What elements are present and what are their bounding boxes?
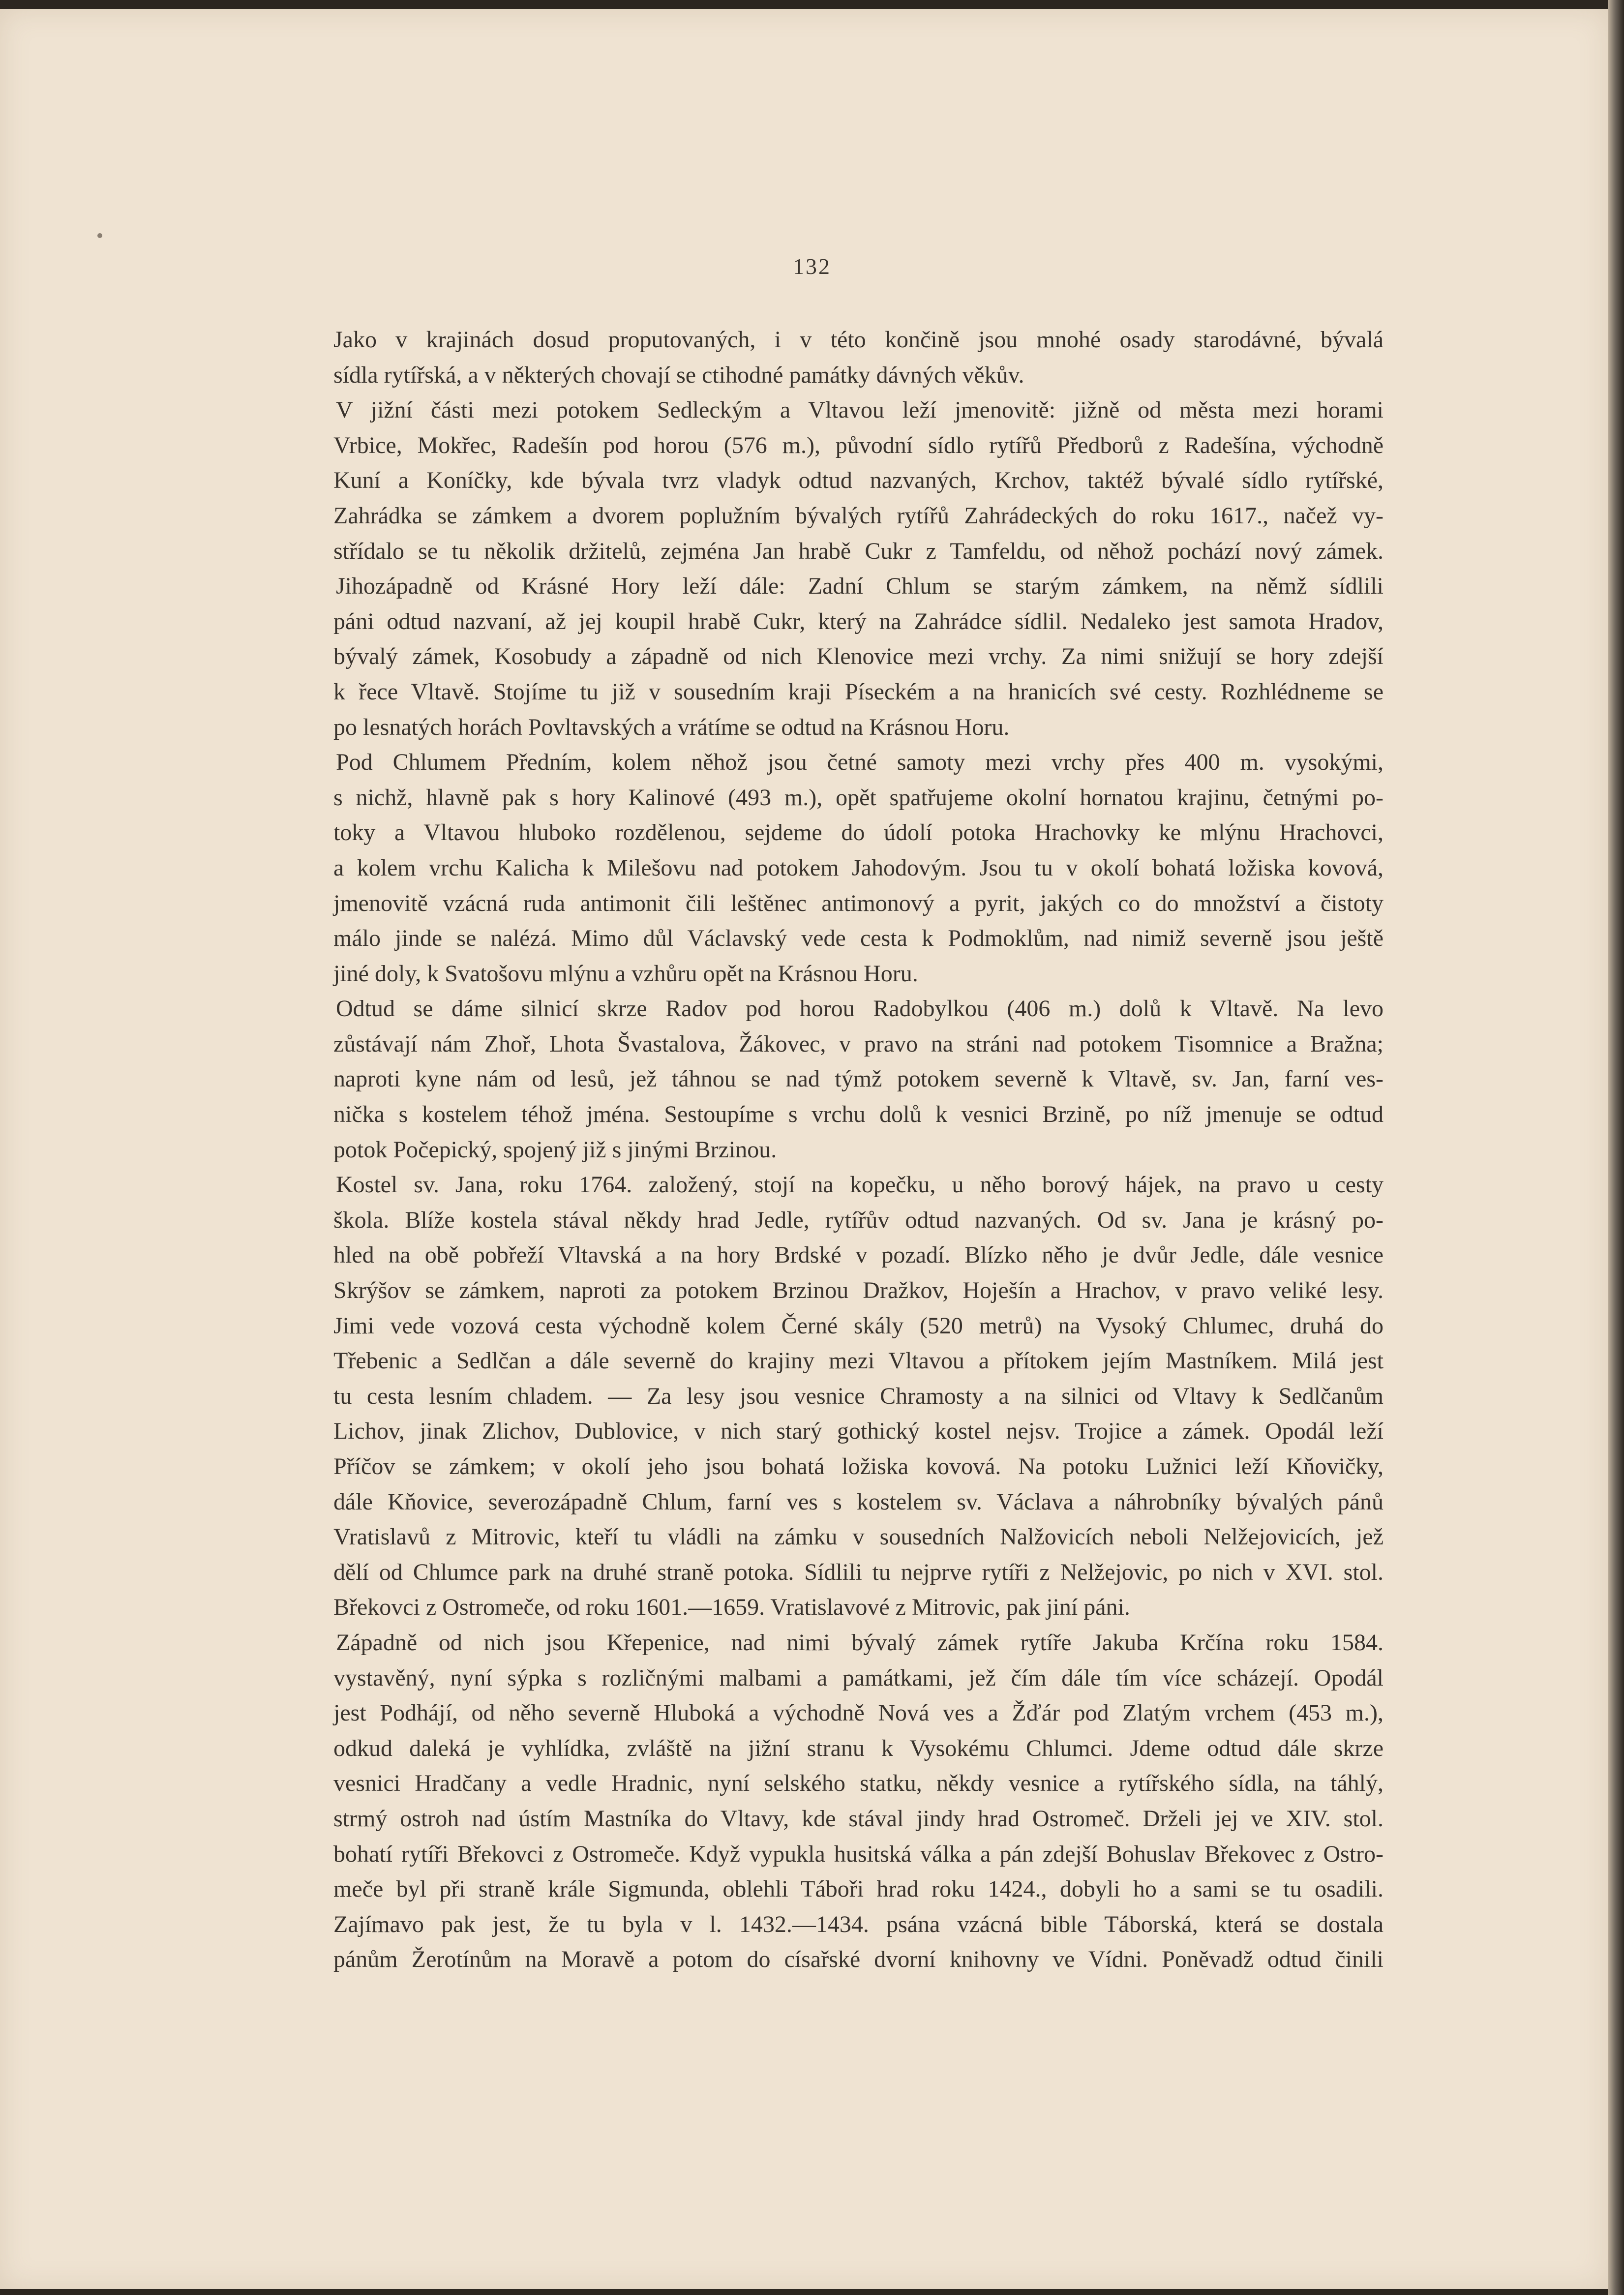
text-line: tu cesta lesním chladem. — Za lesy jsou vesnice Chramosty a na silnici od Vltavy k Sedlčanům — [333, 1383, 1383, 1409]
text-line: strmý ostroh nad ústím Mastníka do Vltavy, kde stával jindy hrad Ostromeč. Drželi jej ve XIV. stol. — [333, 1805, 1383, 1832]
text-line: málo jinde se nalézá. Mimo důl Václavský vede cesta k Podmoklům, nad nimiž severně jsou ještě — [333, 925, 1383, 952]
text-line: Vrbice, Mokřec, Radešín pod horou (576 m.), původní sídlo rytířů Předborů z Radešína, východně — [333, 432, 1383, 458]
text-line: Břekovci z Ostromeče, od roku 1601.—1659. Vratislavové z Mitrovic, pak jiní páni. — [333, 1594, 1130, 1621]
text-line: Vratislavů z Mitrovic, kteří tu vládli na zámku v sousedních Nalžovicích neboli Nelžejovicích, jež — [333, 1524, 1383, 1550]
text-line: Příčov se zámkem; v okolí jeho jsou bohatá ložiska kovová. Na potoku Lužnici leží Kňovičky, — [333, 1453, 1383, 1480]
text-line: potok Počepický, spojený již s jinými Brzinou. — [333, 1136, 777, 1163]
text-line: po lesnatých horách Povltavských a vrátíme se odtud na Krásnou Horu. — [333, 714, 1010, 740]
text-line: vystavěný, nyní sýpka s rozličnými malbami a památkami, jež čím dále tím více scházejí. Opodál — [333, 1664, 1383, 1691]
text-line: toky a Vltavou hluboko rozdělenou, sejdeme do údolí potoka Hrachovky ke mlýnu Hrachovci, — [333, 819, 1383, 846]
page-number: 132 — [793, 254, 831, 279]
text-line: jest Podhájí, od něho severně Hluboká a východně Nová ves a Žďár pod Zlatým vrchem (453 m.), — [333, 1700, 1383, 1726]
text-line: V jižní části mezi potokem Sedleckým a Vltavou leží jmenovitě: jižně od města mezi horami — [336, 397, 1383, 423]
text-line: nička s kostelem téhož jména. Sestoupíme s vrchu dolů k vesnici Brzině, po níž jmenuje se odtud — [333, 1101, 1383, 1128]
text-line: Západně od nich jsou Křepenice, nad nimi bývalý zámek rytíře Jakuba Krčína roku 1584. — [336, 1629, 1383, 1656]
text-line: Pod Chlumem Předním, kolem něhož jsou četné samoty mezi vrchy přes 400 m. vysokými, — [336, 749, 1383, 776]
text-line: jiné doly, k Svatošovu mlýnu a vzhůru opět na Krásnou Horu. — [333, 960, 918, 987]
text-line: dále Kňovice, severozápadně Chlum, farní ves s kostelem sv. Václava a náhrobníky bývalých pánů — [333, 1488, 1383, 1515]
text-line: s nichž, hlavně pak s hory Kalinové (493 m.), opět spatřujeme okolní hornatou krajinu, četnými po- — [333, 784, 1383, 811]
text-line: Lichov, jinak Zlichov, Dublovice, v nich starý gothický kostel nejsv. Trojice a zámek. Opodál leží — [333, 1418, 1383, 1445]
paper-speck — [97, 233, 102, 238]
text-line: Zajímavo pak jest, že tu byla v l. 1432.—1434. psána vzácná bible Táborská, která se dostala — [333, 1911, 1383, 1937]
text-line: a kolem vrchu Kalicha k Milešovu nad potokem Jahodovým. Jsou tu v okolí bohatá ložiska kovová, — [333, 854, 1383, 881]
text-line: naproti kyne nám od lesů, jež táhnou se nad týmž potokem severně k Vltavě, sv. Jan, farní ves- — [333, 1066, 1383, 1092]
page-edge — [1608, 0, 1624, 2295]
text-line: zůstávají nám Zhoř, Lhota Švastalova, Žákovec, v pravo na stráni nad potokem Tisomnice a Bražna; — [333, 1030, 1383, 1057]
text-line: k řece Vltavě. Stojíme tu již v sousedním kraji Píseckém a na hranicích své cesty. Rozhlédneme se — [333, 678, 1383, 705]
text-line: páni odtud nazvaní, až jej koupil hrabě Cukr, který na Zahrádce sídlil. Nedaleko jest samota Hradov, — [333, 608, 1383, 634]
text-line: Kuní a Koníčky, kde bývala tvrz vladyk odtud nazvaných, Krchov, taktéž bývalé sídlo rytířské, — [333, 467, 1383, 494]
text-line: vesnici Hradčany a vedle Hradnic, nyní selského statku, někdy vesnice a rytířského sídla, na táhlý, — [333, 1770, 1383, 1797]
text-line: Zahrádka se zámkem a dvorem poplužním bývalých rytířů Zahrádeckých do roku 1617., načež vy- — [333, 502, 1383, 529]
text-line: škola. Blíže kostela stával někdy hrad Jedle, rytířův odtud nazvaných. Od sv. Jana je krásný po- — [333, 1207, 1383, 1233]
text-line: jmenovitě vzácná ruda antimonit čili leštěnec antimonový a pyrit, jakých co do množství a čistoty — [333, 890, 1383, 916]
text-line: střídalo se tu několik držitelů, zejména Jan hrabě Cukr z Tamfeldu, od něhož pochází nový zámek. — [333, 538, 1383, 564]
text-line: Třebenic a Sedlčan a dále severně do krajiny mezi Vltavou a přítokem jejím Mastníkem. Milá jest — [333, 1348, 1383, 1374]
text-line: dělí od Chlumce park na druhé straně potoka. Sídlili tu nejprve rytíři z Nelžejovic, po nich v XVI. stol. — [333, 1559, 1383, 1585]
body-text — [333, 322, 1383, 1977]
text-line: hled na obě pobřeží Vltavská a na hory Brdské v pozadí. Blízko něho je dvůr Jedle, dále vesnice — [333, 1242, 1383, 1268]
text-line: Jimi vede vozová cesta východně kolem Černé skály (520 metrů) na Vysoký Chlumec, druhá do — [333, 1312, 1383, 1339]
text-line: Jihozápadně od Krásné Hory leží dále: Zadní Chlum se starým zámkem, na němž sídlili — [336, 573, 1383, 600]
text-line: Skrýšov se zámkem, naproti za potokem Brzinou Dražkov, Hoješín a Hrachov, v pravo veliké lesy. — [333, 1277, 1383, 1304]
text-line: Jako v krajinách dosud proputovaných, i v této končině jsou mnohé osady starodávné, bývalá — [333, 327, 1383, 353]
text-line: bohatí rytíři Břekovci z Ostromeče. Když vypukla husitská válka a pán zdejší Bohuslav Břekovec z Ostro- — [333, 1841, 1383, 1867]
text-line: odkud daleká je vyhlídka, zvláště na jižní stranu k Vysokému Chlumci. Jdeme odtud dále skrze — [333, 1735, 1383, 1761]
text-line: Kostel sv. Jana, roku 1764. založený, stojí na kopečku, u něho borový hájek, na pravo u cesty — [336, 1172, 1383, 1198]
text-line: bývalý zámek, Kosobudy a západně od nich Klenovice mezi vrchy. Za nimi snižují se hory zdejší — [333, 643, 1383, 670]
text-line: sídla rytířská, a v některých chovají se ctihodné památky dávných věkův. — [333, 362, 1024, 388]
text-line: pánům Žerotínům na Moravě a potom do císařské dvorní knihovny ve Vídni. Poněvadž odtud činili — [333, 1946, 1383, 1973]
text-line: Odtud se dáme silnicí skrze Radov pod horou Radobylkou (406 m.) dolů k Vltavě. Na levo — [336, 996, 1383, 1022]
text-line: meče byl při straně krále Sigmunda, oblehli Táboři hrad roku 1424., dobyli ho a sami se tu osadili. — [333, 1876, 1383, 1902]
